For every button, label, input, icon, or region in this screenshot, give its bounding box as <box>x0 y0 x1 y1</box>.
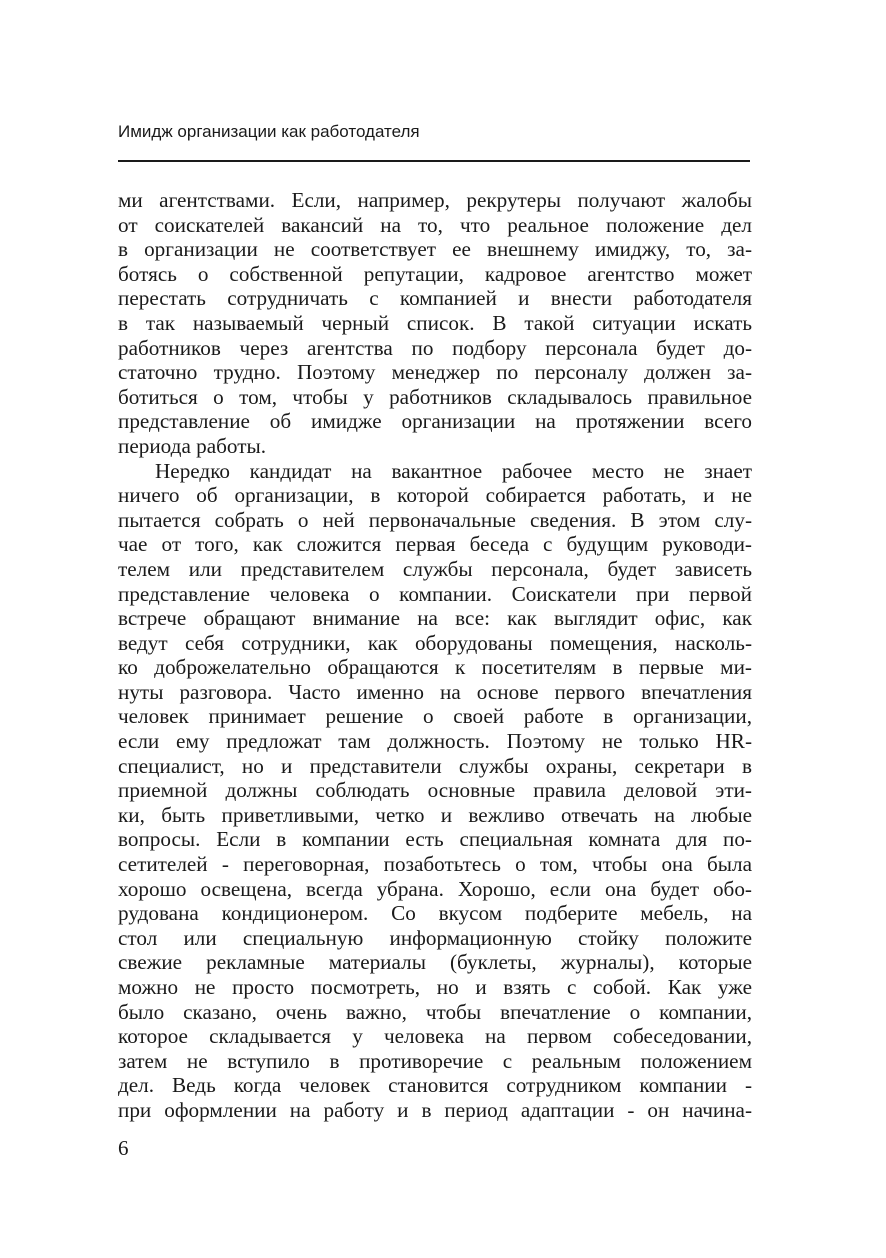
text-line: ботясь о собственной репутации, кадровое агентство может <box>118 261 752 286</box>
text-line: дел. Ведь когда человек становится сотрудником компании - <box>118 1073 752 1098</box>
text-line: представление человека о компании. Соискатели при первой <box>118 581 752 606</box>
text-line: ки, быть приветливыми, четко и вежливо отвечать на любые <box>118 802 752 827</box>
text-line: перестать сотрудничать с компанией и внести работодателя <box>118 286 752 311</box>
text-line: хорошо освещена, всегда убрана. Хорошо, если она будет обо- <box>118 876 752 901</box>
text-line: представление об имидже организации на протяжении всего <box>118 409 752 434</box>
text-line: сетителей - переговорная, позаботьтесь о том, чтобы она была <box>118 852 752 877</box>
text-line: стол или специальную информационную стойку положите <box>118 925 752 950</box>
text-line: которое складывается у человека на первом собеседовании, <box>118 1024 752 1049</box>
text-line: ми агентствами. Если, например, рекрутеры получают жалобы <box>118 188 752 212</box>
text-line: можно не просто посмотреть, но и взять с собой. Как уже <box>118 975 752 999</box>
text-line: от соискателей вакансий на то, что реальное положение дел <box>118 212 752 237</box>
text-line: было сказано, очень важно, чтобы впечатление о компании, <box>118 999 752 1024</box>
text-line: пытается собрать о ней первоначальные сведения. В этом слу- <box>118 507 752 532</box>
paragraph-2 <box>118 459 752 1123</box>
header-rule <box>118 160 750 162</box>
text-line: специалист, но и представители службы охраны, секретари в <box>118 753 752 778</box>
text-line: Нередко кандидат на вакантное рабочее место не знает <box>155 458 752 483</box>
paragraph-1 <box>118 188 752 459</box>
text-line: чае от того, как сложится первая беседа с будущим руководи- <box>118 532 752 557</box>
text-line: ведут себя сотрудники, как оборудованы помещения, насколь- <box>118 630 752 655</box>
text-line: человек принимает решение о своей работе в организации, <box>118 704 752 729</box>
text-line: если ему предложат там должность. Поэтому не только HR- <box>118 729 752 754</box>
text-line: при оформлении на работу и в период адаптации - он начина- <box>118 1097 752 1122</box>
text-line: в так называемый черный список. В такой ситуации искать <box>118 310 752 335</box>
text-line: ничего об организации, в которой собирается работать, и не <box>118 483 752 508</box>
text-line: нуты разговора. Часто именно на основе первого впечатления <box>118 679 752 704</box>
text-line: затем не вступило в противоречие с реальным положением <box>118 1048 752 1073</box>
text-line: ботиться о том, чтобы у работников складывалось правильное <box>118 384 752 409</box>
text-line: периода работы. <box>118 433 267 458</box>
text-line: в организации не соответствует ее внешнему имиджу, то, за- <box>118 237 752 262</box>
running-head: Имидж организации как работодателя <box>118 122 420 141</box>
text-line: вопросы. Если в компании есть специальная комната для по- <box>118 827 752 852</box>
text-line: работников через агентства по подбору персонала будет до- <box>118 335 752 360</box>
text-line: статочно трудно. Поэтому менеджер по персоналу должен за- <box>118 360 752 385</box>
text-line: встрече обращают внимание на все: как выглядит офис, как <box>118 606 752 631</box>
body-text <box>118 188 752 1123</box>
text-line: ко доброжелательно обращаются к посетителям в первые ми- <box>118 655 752 680</box>
text-line: рудована кондиционером. Со вкусом подберите мебель, на <box>118 901 752 926</box>
text-line: приемной должны соблюдать основные правила деловой эти- <box>118 778 752 803</box>
page-number: 6 <box>118 1136 129 1160</box>
text-line: телем или представителем службы персонала, будет зависеть <box>118 556 752 581</box>
text-line: свежие рекламные материалы (буклеты, журналы), которые <box>118 950 752 975</box>
